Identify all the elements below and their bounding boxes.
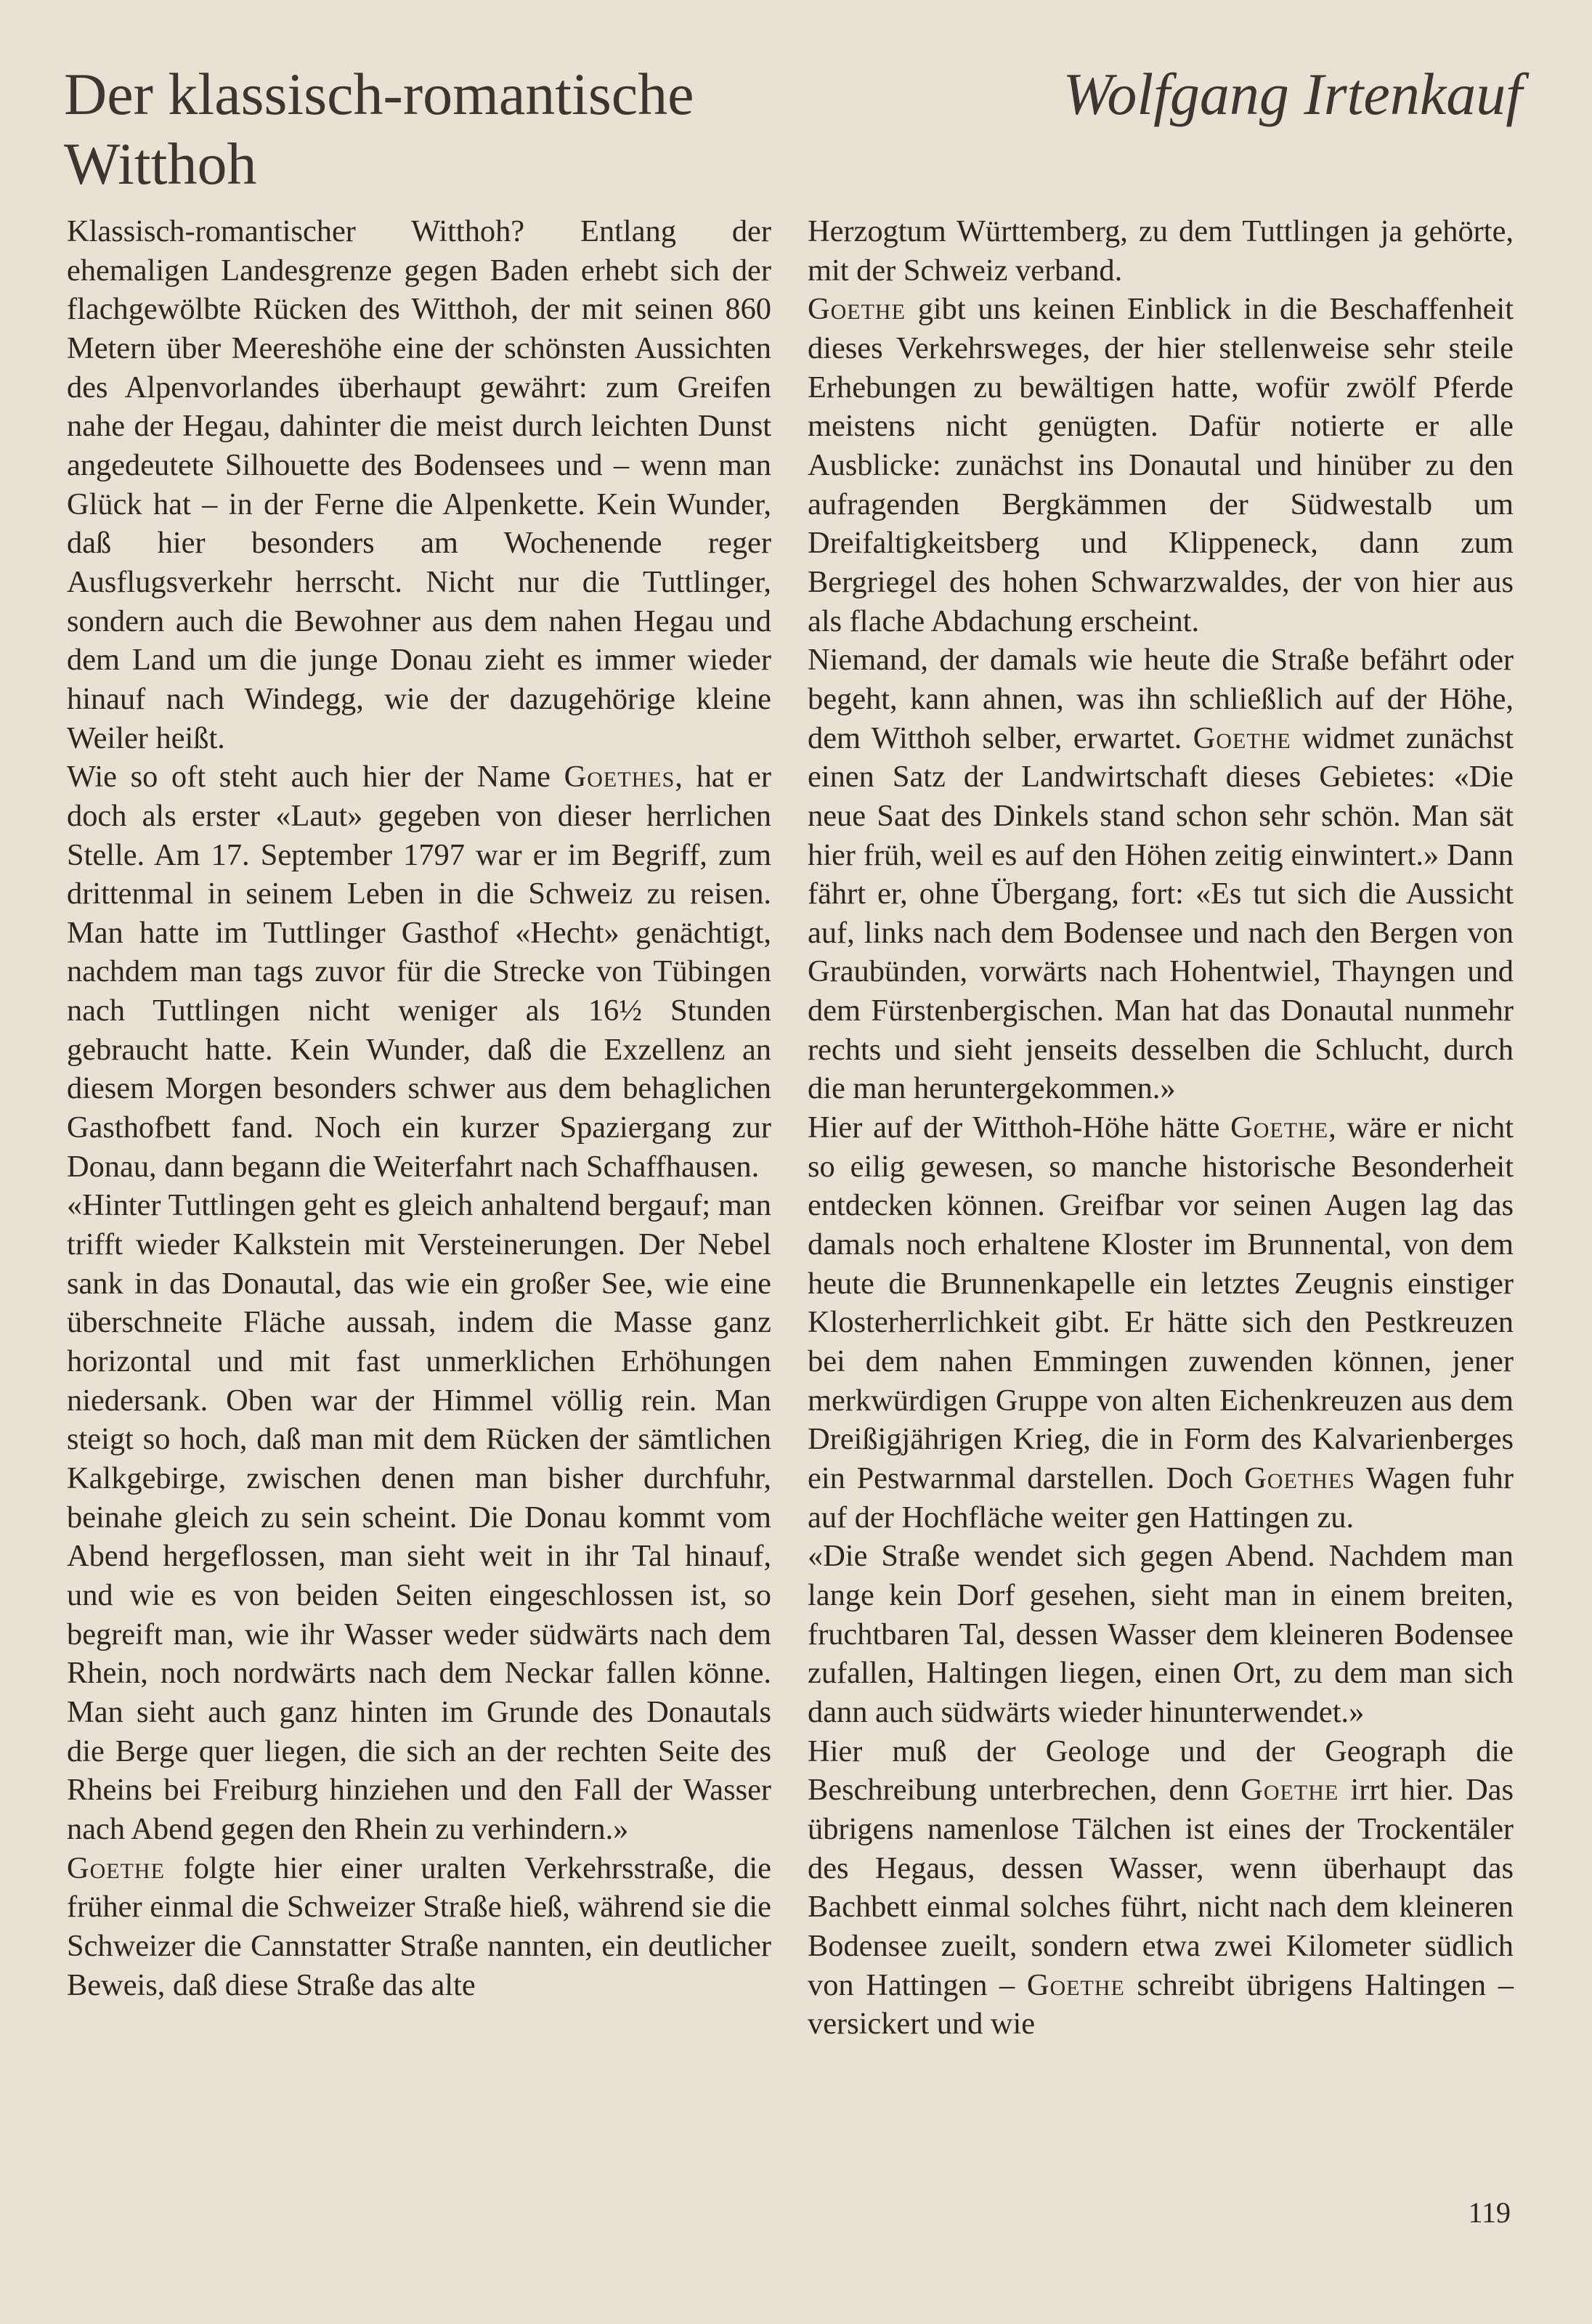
paragraph: «Hinter Tuttlingen geht es gleich anhaltend bergauf; man trifft wieder Kalkstein mit Versteinerungen. Der Nebel sank in das Donautal, das wie ein großer See, wie eine überschneite Fläche aussah, indem die Masse ganz horizontal und mit fast unmerklichen Erhöhungen niedersank. Oben war der Himmel völlig rein. Man steigt so hoch, daß man mit dem Rücken der sämtlichen Kalkgebirge, zwischen denen man bisher durchfuhr, beinahe gleich zu sein scheint. Die Donau kommt vom Abend hergeflossen, man sieht weit in ihr Tal hinauf, und wie es von beiden Seiten eingeschlossen ist, so begreift man, wie ihr Wasser weder südwärts nach dem Rhein, noch nordwärts nach dem Neckar fallen könne. Man sieht auch ganz hinten im Grunde des Donautals die Berge quer liegen, die sich an der rechten Seite des Rheins bei Freiburg hinziehen und den Fall der Wasser nach Abend gegen den Rhein zu verhindern.» — [67, 1188, 771, 1846]
author-name: Goethes — [1244, 1461, 1355, 1495]
right-text-column — [808, 212, 1514, 2044]
paragraph: Herzogtum Württemberg, zu dem Tuttlingen ja gehörte, mit der Schweiz verband. — [808, 214, 1514, 288]
author-name: Goethe — [1026, 1967, 1125, 2002]
paragraph: Hier muß der Geologe und der Geograph die Beschreibung unterbrechen, denn Goethe irrt hier. Das übrigens namenlose Tälchen ist eines der Trockentäler des Hegaus, dessen Wasser, wenn überhaupt das Bachbett einmal solches führt, nicht nach dem kleineren Bodensee zueilt, sondern etwa zwei Kilometer südlich von Hattingen – Goethe schreibt übrigens Haltingen – versickert und wie — [808, 1734, 1514, 2041]
article-author: Wolfgang Irtenkauf — [1063, 61, 1522, 127]
author-name: Goethe — [1240, 1773, 1339, 1808]
article-title: Der klassisch-romantische Witthoh — [64, 61, 694, 197]
left-text-column — [67, 212, 771, 2004]
author-name: Goethe — [808, 292, 906, 327]
paragraph: Goethe folgte hier einer uralten Verkehrsstraße, die früher einmal die Schweizer Straße hieß, während sie die Schweizer die Cannstatter Straße nannten, ein deutlicher Beweis, daß diese Straße das alte — [67, 1850, 771, 2002]
page-number: 119 — [1468, 2196, 1511, 2229]
paragraph: Klassisch-romantischer Witthoh? Entlang der ehemaligen Landesgrenze gegen Baden erhebt sich der flachgewölbte Rücken des Witthoh, der mit seinen 860 Metern über Meereshöhe eine der schönsten Aussichten des Alpenvorlandes überhaupt gewährt: zum Greifen nahe der Hegau, dahinter die meist durch leichten Dunst angedeutete Silhouette des Bodensees und – wenn man Glück hat – in der Ferne die Alpenkette. Kein Wunder, daß hier besonders am Wochenende reger Ausflugsverkehr herrscht. Nicht nur die Tuttlinger, sondern auch die Bewohner aus dem nahen Hegau und dem Land um die junge Donau zieht es immer wieder hinauf nach Windegg, wie der dazugehörige kleine Weiler heißt. — [67, 214, 771, 755]
author-name: Goethes — [564, 760, 675, 795]
paragraph: Niemand, der damals wie heute die Straße befährt oder begeht, kann ahnen, was ihn schließlich auf der Höhe, dem Witthoh selber, erwartet. Goethe widmet zunächst einen Satz der Landwirtschaft dieses Gebietes: «Die neue Saat des Dinkels stand schon sehr schön. Man sät hier früh, weil es auf den Höhen zeitig einwintert.» Dann fährt er, ohne Übergang, fort: «Es tut sich die Aussicht auf, links nach dem Bodensee und nach den Bergen von Graubünden, vorwärts nach Hohentwiel, Thayngen und dem Fürstenbergischen. Man hat das Donautal nunmehr rechts und sieht jenseits desselben die Schlucht, durch die man heruntergekommen.» — [808, 643, 1514, 1106]
paragraph: Goethe gibt uns keinen Einblick in die Beschaffenheit dieses Verkehrsweges, der hier stellenweise sehr steile Erhebungen zu bewältigen hatte, wofür zwölf Pferde meistens nicht genügten. Dafür notierte er alle Ausblicke: zunächst ins Donautal und hinüber zu den aufragenden Bergkämmen der Südwestalb um Dreifaltigkeitsberg und Klippeneck, dann zum Bergriegel des hohen Schwarzwaldes, der von hier aus als flache Abdachung erscheint. — [808, 292, 1514, 638]
paragraph: Wie so oft steht auch hier der Name Goethes, hat er doch als erster «Laut» gegeben von dieser herrlichen Stelle. Am 17. September 1797 war er im Begriff, zum drittenmal in seinem Leben in die Schweiz zu reisen. Man hatte im Tuttlinger Gasthof «Hecht» genächtigt, nachdem man tags zuvor für die Strecke von Tübingen nach Tuttlingen nicht weniger als 16½ Stunden gebraucht hatte. Kein Wunder, daß die Exzellenz an diesem Morgen besonders schwer aus dem behaglichen Gasthofbett fand. Noch ein kurzer Spaziergang zur Donau, dann begann die Weiterfahrt nach Schaffhausen. — [67, 760, 771, 1184]
author-name: Goethe — [1230, 1110, 1329, 1145]
paragraph: Hier auf der Witthoh-Höhe hätte Goethe, wäre er nicht so eilig gewesen, so manche historische Besonderheit entdecken können. Greifbar vor seinen Augen lag das damals noch erhaltene Kloster im Brunnental, von dem heute die Brunnenkapelle ein letztes Zeugnis einstiger Klosterherrlichkeit gibt. Er hätte sich den Pestkreuzen bei dem nahen Emmingen zuwenden können, jener merkwürdigen Gruppe von alten Eichenkreuzen aus dem Dreißigjährigen Krieg, die in Form des Kalvarienberges ein Pestwarnmal darstellen. Doch Goethes Wagen fuhr auf der Hochfläche weiter gen Hattingen zu. — [808, 1110, 1514, 1535]
paragraph: «Die Straße wendet sich gegen Abend. Nachdem man lange kein Dorf gesehen, sieht man in einem breiten, fruchtbaren Tal, dessen Wasser dem kleineren Bodensee zufallen, Haltingen liegen, einen Ort, zu dem man sich dann auch südwärts wieder hinunterwendet.» — [808, 1539, 1514, 1729]
author-name: Goethe — [1193, 720, 1291, 755]
author-name: Goethe — [67, 1850, 165, 1885]
